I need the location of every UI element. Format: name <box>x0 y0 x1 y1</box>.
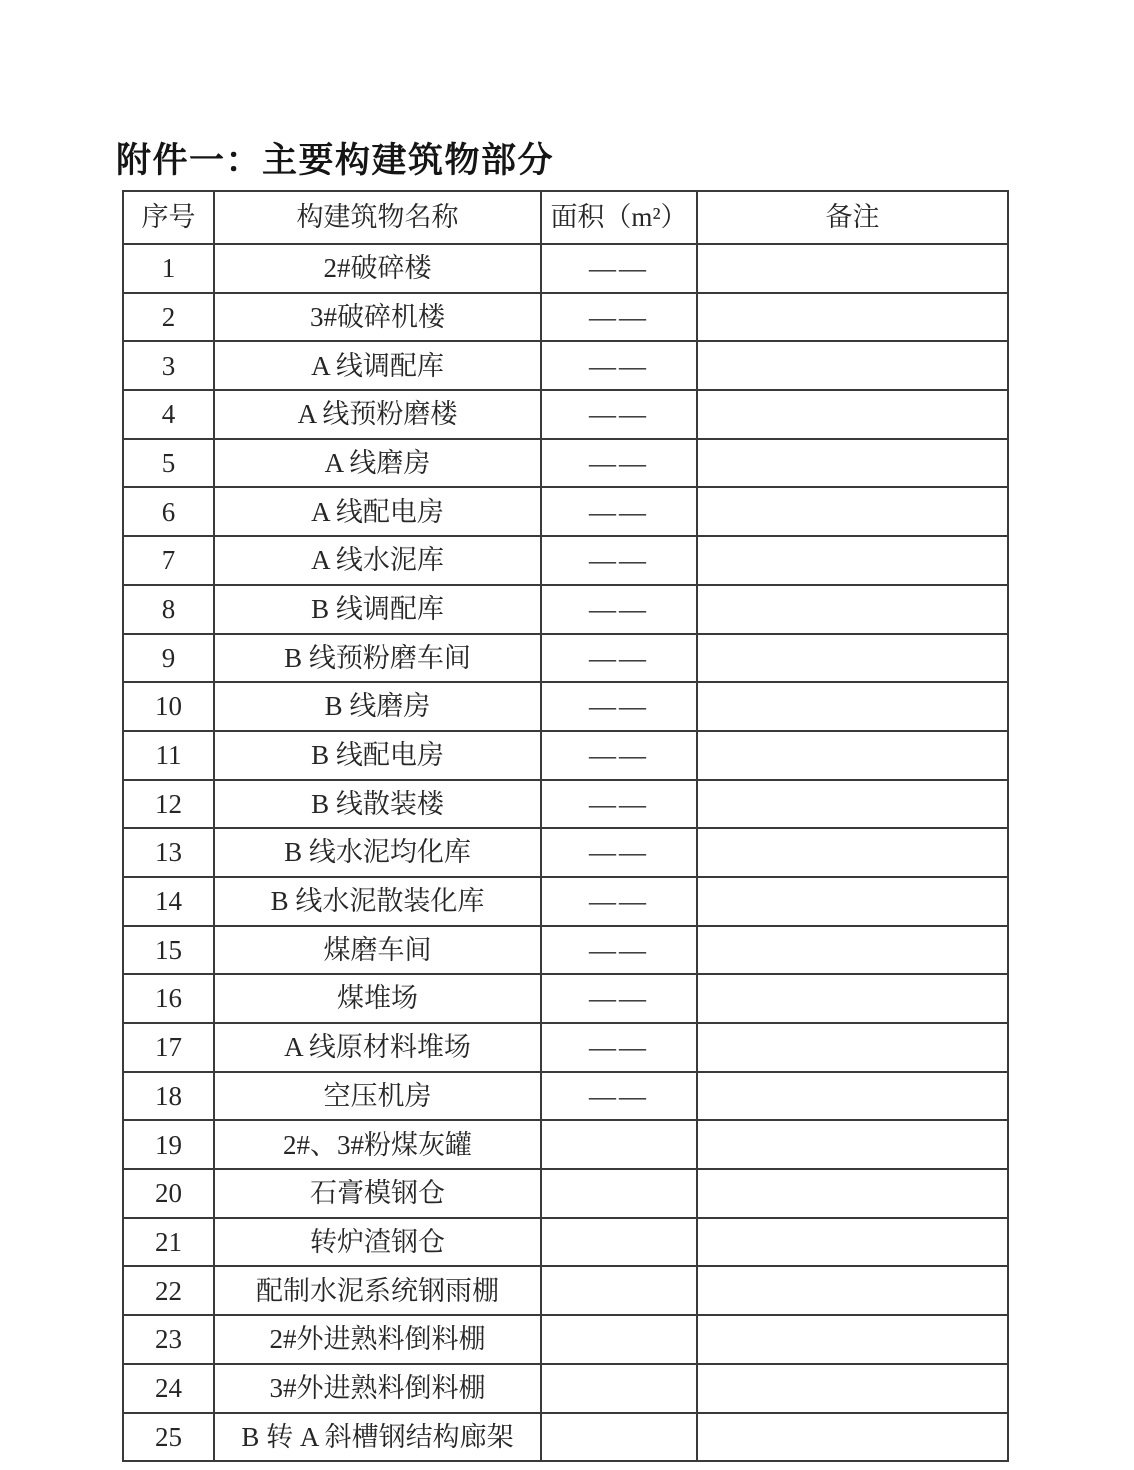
area-cell: —— <box>541 780 697 829</box>
row-number-cell: 24 <box>123 1364 214 1413</box>
table-row <box>123 926 1008 975</box>
building-table <box>122 190 1009 1462</box>
row-number-cell: 1 <box>123 244 214 293</box>
row-number-cell: 19 <box>123 1120 214 1169</box>
table-row <box>123 1413 1008 1462</box>
row-number-cell: 21 <box>123 1218 214 1267</box>
area-cell: —— <box>541 341 697 390</box>
area-cell: —— <box>541 585 697 634</box>
area-cell: —— <box>541 439 697 488</box>
remark-cell <box>697 974 1008 1023</box>
remark-cell <box>697 926 1008 975</box>
row-number-cell: 12 <box>123 780 214 829</box>
remark-cell <box>697 1023 1008 1072</box>
area-cell <box>541 1315 697 1364</box>
building-name-cell: 石膏模钢仓 <box>214 1169 541 1218</box>
header-cell-number: 序号 <box>123 191 214 244</box>
table-row <box>123 1169 1008 1218</box>
remark-cell <box>697 780 1008 829</box>
remark-cell <box>697 731 1008 780</box>
building-name-cell: A 线预粉磨楼 <box>214 390 541 439</box>
header-cell-name: 构建筑物名称 <box>214 191 541 244</box>
remark-cell <box>697 682 1008 731</box>
header-cell-remark: 备注 <box>697 191 1008 244</box>
building-name-cell: 2#破碎楼 <box>214 244 541 293</box>
remark-cell <box>697 293 1008 342</box>
row-number-cell: 23 <box>123 1315 214 1364</box>
table-row <box>123 1120 1008 1169</box>
remark-cell <box>697 390 1008 439</box>
row-number-cell: 22 <box>123 1266 214 1315</box>
table-row <box>123 293 1008 342</box>
area-cell: —— <box>541 974 697 1023</box>
building-name-cell: B 线散装楼 <box>214 780 541 829</box>
table-row <box>123 1072 1008 1121</box>
table-row <box>123 1218 1008 1267</box>
row-number-cell: 16 <box>123 974 214 1023</box>
building-name-cell: 转炉渣钢仓 <box>214 1218 541 1267</box>
remark-cell <box>697 244 1008 293</box>
header-cell-area: 面积（m²） <box>541 191 697 244</box>
table-row <box>123 585 1008 634</box>
area-cell: —— <box>541 244 697 293</box>
remark-cell <box>697 1072 1008 1121</box>
building-name-cell: 2#、3#粉煤灰罐 <box>214 1120 541 1169</box>
area-cell <box>541 1169 697 1218</box>
area-cell: —— <box>541 634 697 683</box>
building-name-cell: B 线预粉磨车间 <box>214 634 541 683</box>
building-name-cell: B 线水泥散装化库 <box>214 877 541 926</box>
remark-cell <box>697 877 1008 926</box>
row-number-cell: 7 <box>123 536 214 585</box>
remark-cell <box>697 1169 1008 1218</box>
row-number-cell: 8 <box>123 585 214 634</box>
table-row <box>123 828 1008 877</box>
area-cell: —— <box>541 293 697 342</box>
building-name-cell: 煤堆场 <box>214 974 541 1023</box>
table-row <box>123 1315 1008 1364</box>
row-number-cell: 18 <box>123 1072 214 1121</box>
row-number-cell: 2 <box>123 293 214 342</box>
building-name-cell: 3#破碎机楼 <box>214 293 541 342</box>
row-number-cell: 9 <box>123 634 214 683</box>
table-row <box>123 1364 1008 1413</box>
table-row <box>123 1266 1008 1315</box>
building-name-cell: 配制水泥系统钢雨棚 <box>214 1266 541 1315</box>
remark-cell <box>697 1364 1008 1413</box>
row-number-cell: 11 <box>123 731 214 780</box>
building-name-cell: A 线原材料堆场 <box>214 1023 541 1072</box>
row-number-cell: 15 <box>123 926 214 975</box>
building-name-cell: 煤磨车间 <box>214 926 541 975</box>
table-row <box>123 780 1008 829</box>
area-cell: —— <box>541 1072 697 1121</box>
table-row <box>123 487 1008 536</box>
row-number-cell: 25 <box>123 1413 214 1462</box>
table-row <box>123 341 1008 390</box>
remark-cell <box>697 487 1008 536</box>
building-name-cell: 空压机房 <box>214 1072 541 1121</box>
page-title: 附件一：主要构建筑物部分 <box>116 141 555 180</box>
building-name-cell: B 线水泥均化库 <box>214 828 541 877</box>
area-cell: —— <box>541 682 697 731</box>
building-name-cell: B 转 A 斜槽钢结构廊架 <box>214 1413 541 1462</box>
building-name-cell: A 线调配库 <box>214 341 541 390</box>
area-cell: —— <box>541 1023 697 1072</box>
area-cell <box>541 1266 697 1315</box>
building-name-cell: 3#外进熟料倒料棚 <box>214 1364 541 1413</box>
row-number-cell: 6 <box>123 487 214 536</box>
remark-cell <box>697 634 1008 683</box>
table-row <box>123 634 1008 683</box>
area-cell: —— <box>541 536 697 585</box>
remark-cell <box>697 1266 1008 1315</box>
row-number-cell: 3 <box>123 341 214 390</box>
remark-cell <box>697 341 1008 390</box>
table-header-row <box>123 191 1008 244</box>
row-number-cell: 17 <box>123 1023 214 1072</box>
building-name-cell: A 线配电房 <box>214 487 541 536</box>
table-row <box>123 536 1008 585</box>
remark-cell <box>697 1218 1008 1267</box>
building-name-cell: B 线磨房 <box>214 682 541 731</box>
table-row <box>123 1023 1008 1072</box>
table-row <box>123 244 1008 293</box>
area-cell: —— <box>541 390 697 439</box>
building-name-cell: B 线配电房 <box>214 731 541 780</box>
table-row <box>123 731 1008 780</box>
area-cell <box>541 1120 697 1169</box>
table-row <box>123 877 1008 926</box>
table-row <box>123 439 1008 488</box>
remark-cell <box>697 585 1008 634</box>
row-number-cell: 5 <box>123 439 214 488</box>
building-name-cell: 2#外进熟料倒料棚 <box>214 1315 541 1364</box>
area-cell <box>541 1364 697 1413</box>
building-name-cell: A 线磨房 <box>214 439 541 488</box>
row-number-cell: 14 <box>123 877 214 926</box>
table-row <box>123 682 1008 731</box>
remark-cell <box>697 536 1008 585</box>
building-name-cell: B 线调配库 <box>214 585 541 634</box>
remark-cell <box>697 439 1008 488</box>
row-number-cell: 10 <box>123 682 214 731</box>
area-cell <box>541 1218 697 1267</box>
area-cell: —— <box>541 731 697 780</box>
area-cell <box>541 1413 697 1462</box>
table-row <box>123 974 1008 1023</box>
row-number-cell: 20 <box>123 1169 214 1218</box>
area-cell: —— <box>541 487 697 536</box>
remark-cell <box>697 1120 1008 1169</box>
table-row <box>123 390 1008 439</box>
remark-cell <box>697 1315 1008 1364</box>
area-cell: —— <box>541 877 697 926</box>
building-name-cell: A 线水泥库 <box>214 536 541 585</box>
row-number-cell: 4 <box>123 390 214 439</box>
area-cell: —— <box>541 926 697 975</box>
remark-cell <box>697 828 1008 877</box>
row-number-cell: 13 <box>123 828 214 877</box>
area-cell: —— <box>541 828 697 877</box>
remark-cell <box>697 1413 1008 1462</box>
